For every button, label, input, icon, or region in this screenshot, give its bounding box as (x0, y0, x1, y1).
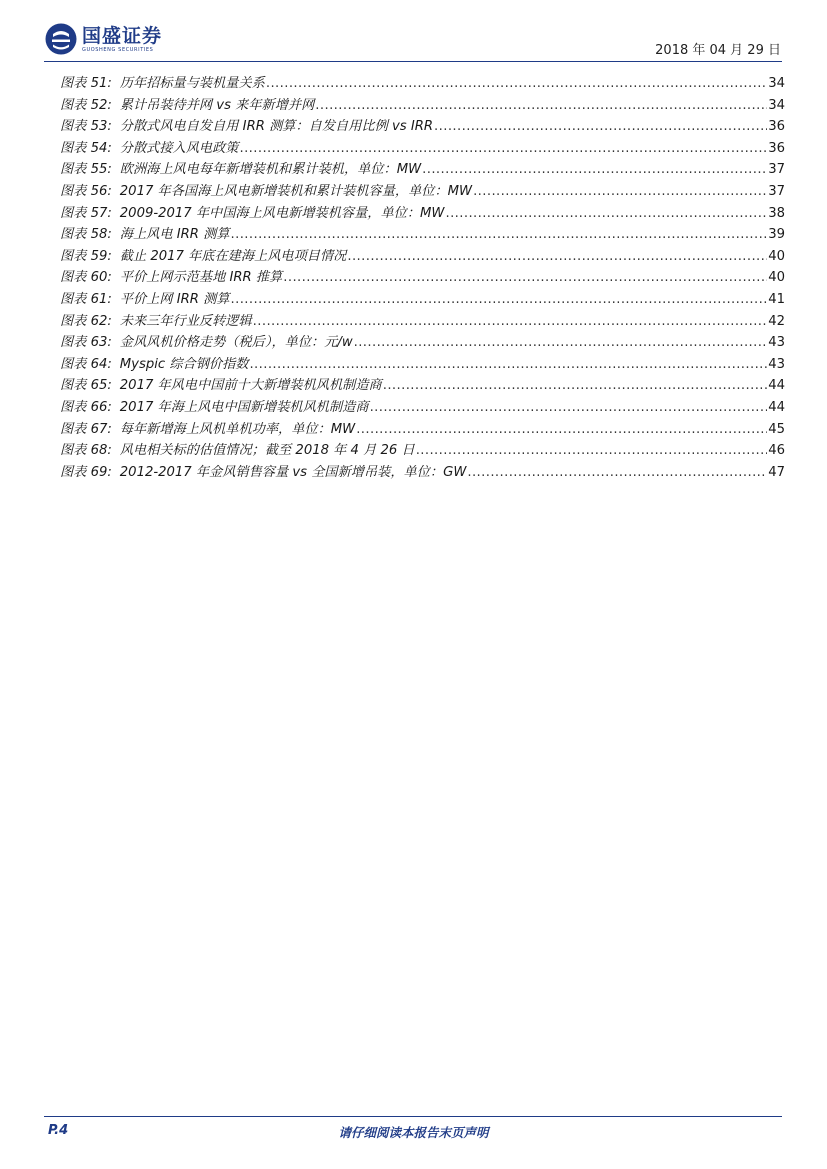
toc-entry-title: Myspic 综合钢价指数 (119, 356, 249, 372)
toc-entry-leader-dots (445, 206, 767, 221)
toc-entry[interactable] (60, 202, 785, 224)
toc-entry[interactable] (60, 353, 785, 375)
toc-entry[interactable] (60, 461, 785, 483)
toc-entry[interactable] (60, 396, 785, 418)
toc-entry-leader-dots (383, 378, 767, 393)
figure-index-list (60, 72, 785, 482)
toc-entry-page-number: 37 (768, 183, 785, 199)
toc-entry-page-number: 43 (768, 335, 785, 351)
toc-entry-leader-dots (231, 292, 768, 307)
logo-chinese-name: 国盛证券 (82, 25, 163, 47)
header-divider (44, 61, 782, 62)
toc-entry-title: 欧洲海上风电每年新增装机和累计装机，单位：MW (119, 162, 422, 178)
toc-entry-title: 分散式风电自发自用 IRR 测算：自发自用比例 vs IRR (119, 119, 434, 135)
toc-entry-leader-dots (416, 443, 768, 458)
toc-entry[interactable] (60, 418, 785, 440)
toc-entry-page-number: 36 (768, 119, 785, 135)
toc-entry-label: 图表 55: (60, 162, 112, 178)
toc-entry[interactable] (60, 158, 785, 180)
toc-entry-leader-dots (231, 227, 768, 242)
toc-entry-title: 平价上网示范基地 IRR 推算 (119, 270, 283, 286)
footer-page-number: P.4 (48, 1123, 69, 1138)
toc-entry-title: 分散式接入风电政策 (119, 140, 239, 156)
toc-entry-label: 图表 59: (60, 248, 112, 264)
toc-entry-title: 每年新增海上风机单机功率，单位：MW (119, 421, 356, 437)
toc-entry-page-number: 41 (768, 291, 785, 307)
toc-entry-page-number: 38 (768, 205, 785, 221)
toc-entry-page-number: 42 (768, 313, 785, 329)
toc-entry[interactable] (60, 180, 785, 202)
toc-entry-title: 累计吊装待并网 vs 来年新增并网 (119, 97, 315, 113)
toc-entry-page-number: 40 (768, 270, 785, 286)
toc-entry-title: 2012-2017 年金风销售容量 vs 全国新增吊装，单位：GW (119, 464, 467, 480)
toc-entry-label: 图表 65: (60, 378, 112, 394)
toc-entry[interactable] (60, 223, 785, 245)
toc-entry[interactable] (60, 137, 785, 159)
toc-entry[interactable] (60, 72, 785, 94)
toc-entry-page-number: 44 (768, 378, 785, 394)
toc-entry-page-number: 34 (768, 76, 785, 91)
toc-entry-page-number: 43 (768, 356, 785, 372)
toc-entry-page-number: 34 (768, 97, 785, 113)
toc-entry-label: 图表 64: (60, 356, 112, 372)
toc-entry[interactable] (60, 94, 785, 116)
toc-entry-leader-dots (253, 314, 768, 329)
toc-entry-leader-dots (347, 249, 767, 264)
toc-entry-title: 2017 年风电中国前十大新增装机风机制造商 (119, 378, 382, 394)
toc-entry-leader-dots (434, 119, 767, 134)
toc-entry[interactable] (60, 331, 785, 353)
toc-entry[interactable] (60, 439, 785, 461)
toc-entry-title: 海上风电 IRR 测算 (119, 227, 230, 243)
toc-entry[interactable] (60, 310, 785, 332)
toc-entry-title: 2009-2017 年中国海上风电新增装机容量，单位：MW (119, 205, 445, 221)
toc-entry-label: 图表 63: (60, 335, 112, 351)
toc-entry-leader-dots (249, 357, 767, 372)
toc-entry-leader-dots (467, 465, 767, 480)
toc-entry-title: 平价上网 IRR 测算 (119, 291, 230, 307)
toc-entry-label: 图表 61: (60, 291, 112, 307)
toc-entry-label: 图表 56: (60, 183, 112, 199)
toc-entry-leader-dots (239, 141, 767, 156)
toc-entry-leader-dots (266, 76, 767, 91)
toc-entry-page-number: 47 (768, 464, 785, 480)
logo-english-name: GUOSHENG SECURITIES (82, 47, 154, 53)
toc-entry-leader-dots (354, 335, 768, 350)
toc-entry-title: 金风风机价格走势（税后），单位：元/w (119, 335, 353, 351)
toc-entry-label: 图表 67: (60, 421, 112, 437)
toc-entry-label: 图表 60: (60, 270, 112, 286)
toc-entry[interactable] (60, 115, 785, 137)
toc-entry-leader-dots (283, 270, 767, 285)
toc-entry-label: 图表 58: (60, 227, 112, 243)
footer-disclaimer-note: 请仔细阅读本报告末页声明 (338, 1125, 489, 1140)
toc-entry-page-number: 44 (768, 399, 785, 415)
report-date: 2018 年 04 月 29 日 (655, 43, 781, 58)
toc-entry-title: 2017 年各国海上风电新增装机和累计装机容量，单位：MW (119, 183, 473, 199)
toc-entry-label: 图表 51: (60, 76, 112, 91)
company-logo (44, 22, 162, 56)
toc-entry-label: 图表 54: (60, 140, 112, 156)
toc-entry-title: 风电相关标的估值情况；截至 2018 年 4 月 26 日 (119, 443, 415, 459)
toc-entry-title: 历年招标量与装机量关系 (119, 76, 265, 91)
toc-entry-page-number: 46 (768, 443, 785, 459)
toc-entry-page-number: 45 (768, 421, 785, 437)
toc-entry-title: 截止 2017 年底在建海上风电项目情况 (119, 248, 347, 264)
toc-entry-title: 未来三年行业反转逻辑 (119, 313, 252, 329)
guosheng-logo-icon (44, 22, 78, 56)
toc-entry[interactable] (60, 266, 785, 288)
toc-entry-leader-dots (370, 400, 768, 415)
toc-entry-leader-dots (473, 184, 767, 199)
toc-entry-label: 图表 53: (60, 119, 112, 135)
toc-entry-leader-dots (315, 98, 767, 113)
toc-entry[interactable] (60, 245, 785, 267)
toc-entry[interactable] (60, 288, 785, 310)
toc-entry-label: 图表 62: (60, 313, 112, 329)
toc-entry[interactable] (60, 374, 785, 396)
toc-entry-label: 图表 68: (60, 443, 112, 459)
toc-entry-label: 图表 66: (60, 399, 112, 415)
toc-entry-leader-dots (356, 422, 767, 437)
toc-entry-label: 图表 52: (60, 97, 112, 113)
toc-entry-page-number: 37 (768, 162, 785, 178)
footer-divider (44, 1116, 782, 1117)
toc-entry-page-number: 39 (768, 227, 785, 243)
toc-entry-label: 图表 69: (60, 464, 112, 480)
toc-entry-leader-dots (422, 162, 767, 177)
page-header (0, 0, 827, 64)
toc-entry-page-number: 36 (768, 140, 785, 156)
toc-entry-title: 2017 年海上风电中国新增装机风机制造商 (119, 399, 369, 415)
toc-entry-label: 图表 57: (60, 205, 112, 221)
toc-entry-page-number: 40 (768, 248, 785, 264)
